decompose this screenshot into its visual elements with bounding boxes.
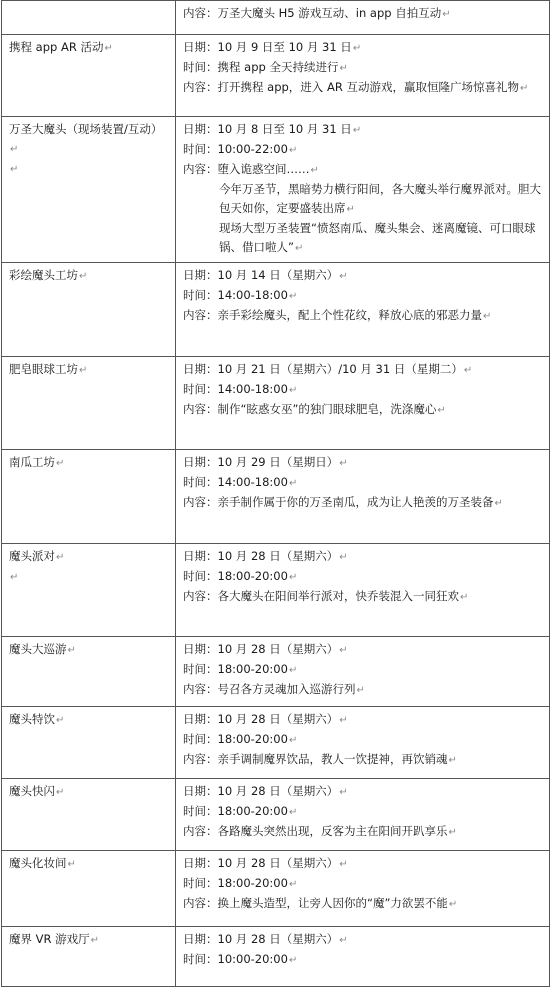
event-detail-line-text: 日期：10 月 21 日（星期六）/10 月 31 日（星期二）	[183, 362, 463, 376]
paragraph-mark-icon: ↵	[346, 204, 355, 215]
paragraph-mark-icon: ↵	[310, 165, 319, 176]
event-name-text	[9, 710, 171, 730]
event-details-cell	[176, 357, 550, 450]
paragraph-mark-icon: ↵	[356, 685, 365, 696]
paragraph-mark-icon: ↵	[56, 715, 65, 726]
event-detail-line	[183, 710, 545, 730]
event-detail-line	[183, 802, 545, 822]
paragraph-mark-icon: ↵	[339, 787, 348, 798]
event-detail-line-text: 时间：携程 app 全天持续进行	[183, 60, 339, 74]
event-detail-line	[183, 660, 545, 680]
event-row	[2, 779, 550, 851]
event-detail-line	[183, 640, 545, 660]
event-row	[2, 851, 550, 927]
event-detail-line-text: 内容：万圣大魔头 H5 游戏互动、in app 自拍互动	[183, 6, 442, 20]
event-name-text-text: 彩绘魔头工坊	[9, 268, 78, 282]
event-name-cell	[2, 357, 176, 450]
paragraph-mark-icon: ↵	[288, 291, 298, 302]
event-detail-line	[183, 822, 545, 842]
event-detail-line-text: 时间：14:00-18:00	[183, 475, 288, 489]
event-details-cell	[176, 779, 550, 851]
event-row	[2, 707, 550, 779]
event-row	[2, 117, 550, 263]
event-details-cell	[176, 35, 550, 117]
event-name-text-text: 南瓜工坊	[9, 455, 55, 469]
event-detail-line-text: 时间：18:00-20:00	[183, 732, 288, 746]
paragraph-mark-icon: ↵	[288, 572, 298, 583]
event-detail-line	[183, 453, 545, 473]
event-detail-line	[183, 730, 545, 750]
event-detail-line	[183, 380, 545, 400]
event-detail-line	[183, 120, 545, 140]
event-name-text	[9, 547, 171, 567]
event-name-text	[9, 453, 171, 473]
event-detail-line-text: 时间：10:00-20:00	[183, 952, 288, 966]
event-detail-line	[183, 38, 545, 58]
paragraph-mark-icon: ↵	[339, 458, 348, 469]
event-name-cell	[2, 450, 176, 544]
paragraph-mark-icon: ↵	[339, 935, 348, 946]
event-detail-line-text: 内容：堕入诡惑空间……	[183, 162, 310, 176]
event-detail-line-text: 内容：各路魔头突然出现，反客为主在阳间开趴享乐	[183, 824, 448, 838]
paragraph-mark-icon: ↵	[460, 592, 469, 603]
event-name-cell	[2, 707, 176, 779]
event-detail-line	[183, 493, 545, 513]
event-detail-line-text: 内容：换上魔头造型，让旁人因你的“魔”力欲罢不能	[183, 896, 448, 910]
paragraph-mark-icon: ↵	[79, 271, 88, 282]
paragraph-mark-icon: ↵	[288, 145, 298, 156]
paragraph-mark-icon: ↵	[10, 572, 19, 583]
event-name-text-text: 魔界 VR 游戏厅	[9, 932, 90, 946]
event-name-cell	[2, 544, 176, 637]
event-detail-line-text: 内容：亲手调制魔界饮品，教人一饮提神，再饮销魂	[183, 752, 448, 766]
paragraph-mark-icon: ↵	[448, 899, 458, 910]
event-detail-line	[183, 874, 545, 894]
paragraph-mark-icon: ↵	[339, 271, 348, 282]
paragraph-mark-icon: ↵	[339, 715, 348, 726]
event-details-cell	[176, 544, 550, 637]
event-schedule-table	[1, 0, 550, 987]
paragraph-mark-icon: ↵	[10, 144, 19, 155]
event-details-cell	[176, 450, 550, 544]
paragraph-mark-icon: ↵	[294, 243, 304, 254]
paragraph-mark-icon: ↵	[288, 735, 298, 746]
paragraph-mark-icon: ↵	[494, 498, 503, 509]
event-detail-line-text: 日期：10 月 28 日（星期六）	[183, 856, 339, 870]
event-detail-line	[183, 782, 545, 802]
event-detail-line-text: 日期：10 月 28 日（星期六）	[183, 932, 339, 946]
paragraph-mark-icon: ↵	[288, 385, 298, 396]
event-detail-line-text: 时间：18:00-20:00	[183, 804, 288, 818]
event-detail-line-text: 日期：10 月 29 日（星期日）	[183, 455, 339, 469]
event-detail-line	[183, 266, 545, 286]
event-details-cell	[176, 263, 550, 357]
event-name-cell	[2, 637, 176, 707]
paragraph-mark-icon: ↵	[288, 955, 298, 966]
event-detail-line-text: 日期：10 月 28 日（星期六）	[183, 784, 339, 798]
event-details-cell	[176, 117, 550, 263]
paragraph-mark-icon: ↵	[56, 787, 65, 798]
event-schedule-body	[2, 1, 550, 987]
event-detail-line-text: 日期：10 月 28 日（星期六）	[183, 712, 339, 726]
event-name-text-text: 万圣大魔头（现场装置/互动）	[9, 122, 163, 136]
paragraph-mark-icon: ↵	[339, 645, 348, 656]
event-detail-line-text: 时间：18:00-20:00	[183, 876, 288, 890]
event-name-cell	[2, 779, 176, 851]
event-name-text-text: 携程 app AR 活动	[9, 40, 104, 54]
event-row	[2, 357, 550, 450]
paragraph-mark-icon: ↵	[56, 552, 65, 563]
event-detail-line	[183, 160, 545, 180]
event-detail-line	[183, 140, 545, 160]
event-name-cell	[2, 851, 176, 927]
event-details-cell	[176, 851, 550, 927]
event-detail-line-text: 内容：亲手制作属于你的万圣南瓜，成为让人艳羡的万圣装备	[183, 495, 494, 509]
event-name-text	[9, 567, 171, 587]
event-name-text-text: 魔头快闪	[9, 784, 55, 798]
event-detail-line	[183, 286, 545, 306]
event-detail-line-text: 内容：号召各方灵魂加入巡游行列	[183, 682, 356, 696]
event-row	[2, 450, 550, 544]
paragraph-mark-icon: ↵	[483, 311, 492, 322]
event-detail-line	[183, 854, 545, 874]
event-name-text	[9, 930, 171, 950]
event-detail-line	[183, 219, 545, 258]
paragraph-mark-icon: ↵	[448, 755, 457, 766]
event-detail-line-text: 内容：各大魔头在阳间举行派对，快乔装混入一同狂欢	[183, 589, 459, 603]
event-name-text-text: 魔头特饮	[9, 712, 55, 726]
event-name-text	[9, 360, 171, 380]
paragraph-mark-icon: ↵	[448, 827, 457, 838]
paragraph-mark-icon: ↵	[67, 859, 76, 870]
event-name-cell	[2, 117, 176, 263]
event-detail-line	[183, 547, 545, 567]
event-name-text-text: 魔头化妆间	[9, 856, 67, 870]
paragraph-mark-icon: ↵	[352, 43, 362, 54]
paragraph-mark-icon: ↵	[67, 645, 76, 656]
paragraph-mark-icon: ↵	[442, 9, 451, 20]
paragraph-mark-icon: ↵	[463, 365, 473, 376]
event-name-text	[9, 38, 171, 58]
event-details-cell	[176, 1, 550, 35]
event-name-text	[9, 782, 171, 802]
paragraph-mark-icon: ↵	[437, 405, 446, 416]
event-name-text	[9, 159, 171, 179]
event-detail-line	[183, 180, 545, 219]
event-detail-line	[183, 894, 545, 914]
event-detail-line-text: 内容：打开携程 app，进入 AR 互动游戏，赢取恒隆广场惊喜礼物	[183, 80, 519, 94]
paragraph-mark-icon: ↵	[104, 43, 113, 54]
event-details-cell	[176, 707, 550, 779]
event-detail-line	[183, 306, 545, 326]
paragraph-mark-icon: ↵	[352, 125, 362, 136]
event-row	[2, 637, 550, 707]
paragraph-mark-icon: ↵	[79, 365, 88, 376]
event-detail-line-text: 日期：10 月 8 日至 10 月 31 日	[183, 122, 352, 136]
paragraph-mark-icon: ↵	[56, 458, 65, 469]
event-detail-line-text: 内容：亲手彩绘魔头，配上个性花纹，释放心底的邪恶力量	[183, 308, 482, 322]
event-row	[2, 263, 550, 357]
paragraph-mark-icon: ↵	[288, 665, 298, 676]
event-detail-line-text: 时间：14:00-18:00	[183, 382, 288, 396]
paragraph-mark-icon: ↵	[339, 859, 348, 870]
event-name-text	[9, 266, 171, 286]
event-name-text-text: 魔头派对	[9, 549, 55, 563]
event-detail-line-text: 今年万圣节，黑暗势力横行阳间，各大魔头举行魔界派对。胆大包天如你，定要盛装出席	[219, 182, 541, 215]
event-detail-line	[183, 680, 545, 700]
event-name-text-text: 魔头大巡游	[9, 642, 67, 656]
event-detail-line	[183, 400, 545, 420]
event-detail-line-text: 时间：18:00-20:00	[183, 662, 288, 676]
event-row	[2, 35, 550, 117]
paragraph-mark-icon: ↵	[339, 63, 348, 74]
event-details-cell	[176, 637, 550, 707]
event-name-text	[9, 120, 171, 159]
event-detail-line	[183, 587, 545, 607]
event-detail-line-text: 内容：制作“眩惑女巫”的独门眼球肥皂，洗涤魔心	[183, 402, 437, 416]
event-detail-line	[183, 78, 545, 98]
event-detail-line-text: 日期：10 月 28 日（星期六）	[183, 642, 339, 656]
event-detail-line	[183, 4, 545, 24]
event-detail-line-text: 日期：10 月 9 日至 10 月 31 日	[183, 40, 352, 54]
event-detail-line-text: 日期：10 月 28 日（星期六）	[183, 549, 339, 563]
paragraph-mark-icon: ↵	[519, 83, 529, 94]
event-row	[2, 544, 550, 637]
paragraph-mark-icon: ↵	[288, 478, 298, 489]
paragraph-mark-icon: ↵	[339, 552, 348, 563]
event-name-text	[9, 854, 171, 874]
event-detail-line-text: 时间：10:00-22:00	[183, 142, 288, 156]
event-name-text	[9, 640, 171, 660]
event-detail-line	[183, 473, 545, 493]
event-name-text-text: 肥皂眼球工坊	[9, 362, 78, 376]
event-detail-line	[183, 360, 545, 380]
event-detail-line-text: 现场大型万圣装置“愤怒南瓜、魔头集会、迷离魔镜、可口眼球锅、借口啦人”	[219, 221, 536, 254]
event-detail-line-text: 日期：10 月 14 日（星期六）	[183, 268, 339, 282]
event-detail-line	[183, 750, 545, 770]
event-name-cell	[2, 263, 176, 357]
event-name-cell	[2, 35, 176, 117]
paragraph-mark-icon: ↵	[90, 935, 100, 946]
event-detail-line-text: 时间：18:00-20:00	[183, 569, 288, 583]
event-row	[2, 1, 550, 35]
paragraph-mark-icon: ↵	[288, 807, 298, 818]
event-detail-line-text: 时间：14:00-18:00	[183, 288, 288, 302]
event-name-cell	[2, 1, 176, 35]
event-detail-line	[183, 930, 545, 950]
event-detail-line	[183, 950, 545, 970]
event-detail-line	[183, 567, 545, 587]
event-detail-line	[183, 58, 545, 78]
paragraph-mark-icon: ↵	[288, 879, 298, 890]
paragraph-mark-icon: ↵	[10, 164, 19, 175]
